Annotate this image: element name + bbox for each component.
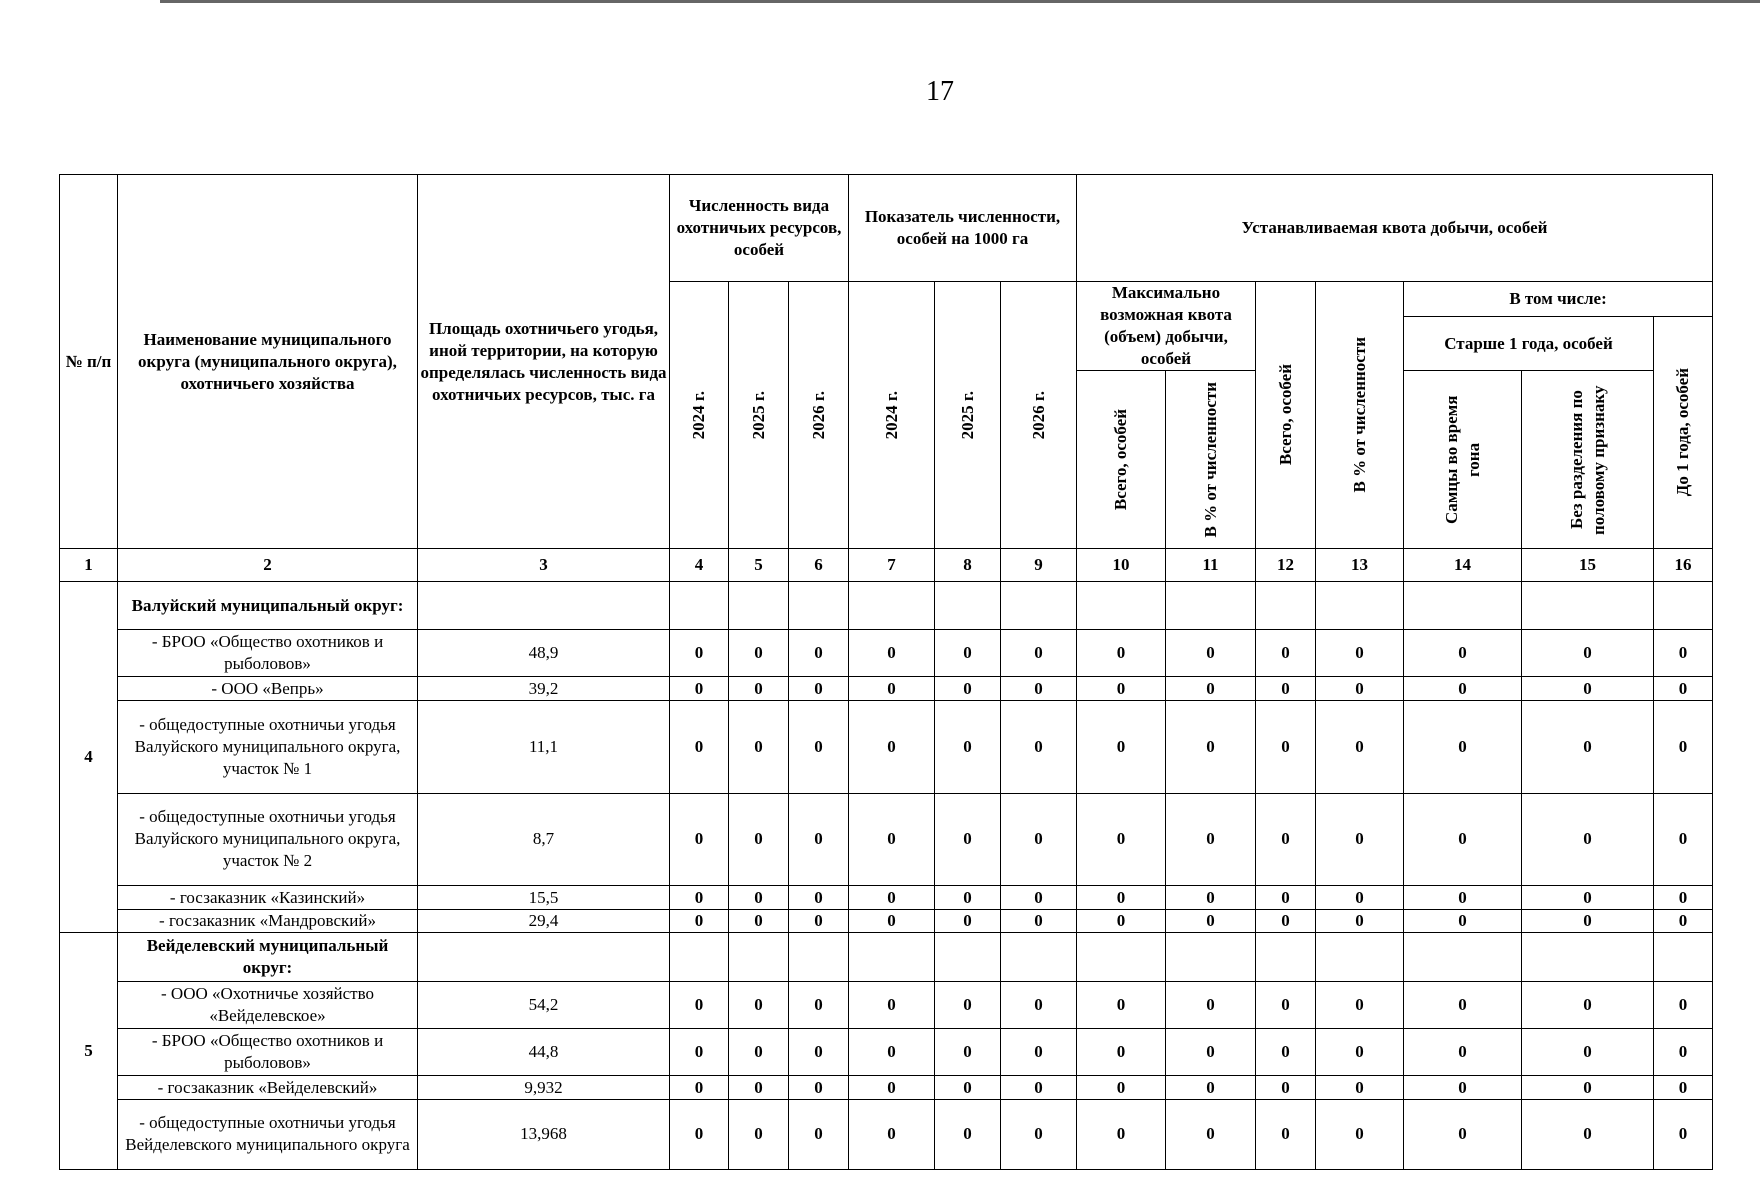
value-cell: 0 — [1316, 981, 1404, 1028]
group-title: Вейделевский муниципальный округ: — [118, 933, 418, 981]
value-cell: 0 — [1001, 630, 1077, 677]
header-quota-pct: В % от численности — [1316, 282, 1404, 549]
value-cell: 0 — [670, 1099, 729, 1169]
value-cell: 0 — [1166, 701, 1256, 794]
value-cell: 0 — [1077, 981, 1166, 1028]
value-cell: 0 — [1256, 1029, 1316, 1076]
table-row — [60, 701, 1713, 794]
row-area: 11,1 — [418, 701, 670, 794]
value-cell: 0 — [1522, 677, 1654, 701]
value-cell: 0 — [849, 793, 935, 886]
value-cell: 0 — [1001, 1099, 1077, 1169]
value-cell: 0 — [1166, 886, 1256, 910]
value-cell: 0 — [729, 701, 789, 794]
value-cell: 0 — [1316, 1029, 1404, 1076]
value-cell: 0 — [729, 1029, 789, 1076]
header-density-2026: 2026 г. — [1001, 282, 1077, 549]
row-area: 54,2 — [418, 981, 670, 1028]
header-density-2025: 2025 г. — [935, 282, 1001, 549]
empty-cell — [418, 581, 670, 629]
group-number: 5 — [60, 933, 118, 1170]
value-cell: 0 — [849, 981, 935, 1028]
value-cell: 0 — [935, 886, 1001, 910]
value-cell: 0 — [729, 981, 789, 1028]
value-cell: 0 — [1316, 1076, 1404, 1100]
row-area: 13,968 — [418, 1099, 670, 1169]
row-name: - госзаказник «Мандровский» — [118, 909, 418, 933]
value-cell: 0 — [1077, 909, 1166, 933]
value-cell: 0 — [1522, 1076, 1654, 1100]
header-males-rut: Самцы во время гона — [1404, 371, 1522, 549]
empty-cell — [1166, 933, 1256, 981]
value-cell: 0 — [1256, 981, 1316, 1028]
empty-cell — [670, 581, 729, 629]
value-cell: 0 — [670, 677, 729, 701]
table-row — [60, 1076, 1713, 1100]
value-cell: 0 — [670, 909, 729, 933]
empty-cell — [1404, 581, 1522, 629]
value-cell: 0 — [1001, 701, 1077, 794]
row-area: 39,2 — [418, 677, 670, 701]
row-name: - БРОО «Общество охотников и рыболовов» — [118, 1029, 418, 1076]
empty-cell — [789, 933, 849, 981]
value-cell: 0 — [849, 1029, 935, 1076]
value-cell: 0 — [935, 701, 1001, 794]
header-max-quota: Максимально возможная квота (объем) добычи, особей — [1077, 282, 1256, 371]
value-cell: 0 — [1654, 701, 1713, 794]
value-cell: 0 — [935, 793, 1001, 886]
value-cell: 0 — [670, 981, 729, 1028]
header-density-2024: 2024 г. — [849, 282, 935, 549]
value-cell: 0 — [1316, 793, 1404, 886]
value-cell: 0 — [1077, 1076, 1166, 1100]
top-rule — [160, 0, 1760, 3]
value-cell: 0 — [1166, 677, 1256, 701]
row-name: - госзаказник «Казинский» — [118, 886, 418, 910]
header-pop-2024: 2024 г. — [670, 282, 729, 549]
empty-cell — [1166, 581, 1256, 629]
value-cell: 0 — [1404, 1076, 1522, 1100]
row-name: - ООО «Охотничье хозяйство «Вейделевское» — [118, 981, 418, 1028]
header-quota: Устанавливаемая квота добычи, особей — [1077, 175, 1713, 282]
value-cell: 0 — [1166, 1029, 1256, 1076]
empty-cell — [1654, 933, 1713, 981]
header-under-1-year: До 1 года, особей — [1654, 317, 1713, 549]
value-cell: 0 — [1654, 1076, 1713, 1100]
value-cell: 0 — [789, 677, 849, 701]
value-cell: 0 — [1654, 886, 1713, 910]
value-cell: 0 — [1256, 793, 1316, 886]
row-area: 8,7 — [418, 793, 670, 886]
row-area: 9,932 — [418, 1076, 670, 1100]
value-cell: 0 — [1316, 909, 1404, 933]
value-cell: 0 — [1001, 886, 1077, 910]
value-cell: 0 — [729, 1099, 789, 1169]
value-cell: 0 — [670, 1029, 729, 1076]
value-cell: 0 — [1654, 630, 1713, 677]
value-cell: 0 — [1522, 1029, 1654, 1076]
empty-cell — [670, 933, 729, 981]
header-density: Показатель численности, особей на 1000 га — [849, 175, 1077, 282]
empty-cell — [1654, 581, 1713, 629]
value-cell: 0 — [1404, 630, 1522, 677]
value-cell: 0 — [1316, 677, 1404, 701]
value-cell: 0 — [935, 1029, 1001, 1076]
row-name: - общедоступные охотничьи угодья Валуйского муниципального округа, участок № 2 — [118, 793, 418, 886]
header-num: № п/п — [60, 175, 118, 549]
value-cell: 0 — [1077, 886, 1166, 910]
table-row — [60, 886, 1713, 910]
table-body — [60, 549, 1713, 1170]
row-name: - ООО «Вепрь» — [118, 677, 418, 701]
value-cell: 0 — [1316, 630, 1404, 677]
empty-cell — [789, 581, 849, 629]
value-cell: 0 — [1166, 909, 1256, 933]
header-older: Старше 1 года, особей — [1404, 317, 1654, 371]
value-cell: 0 — [670, 701, 729, 794]
header-quota-total: Всего, особей — [1256, 282, 1316, 549]
value-cell: 0 — [1166, 1099, 1256, 1169]
row-name: - госзаказник «Вейделевский» — [118, 1076, 418, 1100]
value-cell: 0 — [729, 1076, 789, 1100]
value-cell: 0 — [789, 701, 849, 794]
value-cell: 0 — [729, 909, 789, 933]
value-cell: 0 — [1077, 1029, 1166, 1076]
value-cell: 0 — [1404, 909, 1522, 933]
value-cell: 0 — [1001, 793, 1077, 886]
value-cell: 0 — [1654, 981, 1713, 1028]
value-cell: 0 — [1077, 701, 1166, 794]
value-cell: 0 — [849, 1099, 935, 1169]
value-cell: 0 — [1522, 1099, 1654, 1169]
value-cell: 0 — [1001, 1076, 1077, 1100]
empty-cell — [1077, 581, 1166, 629]
header-area: Площадь охотничьего угодья, иной территории, на которую определялась численность вида охотничьих ресурсов, тыс. га — [418, 175, 670, 549]
empty-cell — [1077, 933, 1166, 981]
value-cell: 0 — [1001, 909, 1077, 933]
empty-cell — [1001, 581, 1077, 629]
row-area: 15,5 — [418, 886, 670, 910]
value-cell: 0 — [1166, 1076, 1256, 1100]
row-area: 48,9 — [418, 630, 670, 677]
value-cell: 0 — [935, 1099, 1001, 1169]
value-cell: 0 — [1522, 886, 1654, 910]
empty-cell — [849, 581, 935, 629]
value-cell: 0 — [1654, 1099, 1713, 1169]
row-area: 44,8 — [418, 1029, 670, 1076]
quota-table — [59, 174, 1713, 1170]
empty-cell — [1256, 933, 1316, 981]
value-cell: 0 — [1256, 677, 1316, 701]
empty-cell — [729, 933, 789, 981]
value-cell: 0 — [1077, 1099, 1166, 1169]
value-cell: 0 — [1256, 701, 1316, 794]
value-cell: 0 — [1077, 793, 1166, 886]
value-cell: 0 — [789, 1029, 849, 1076]
value-cell: 0 — [670, 793, 729, 886]
value-cell: 0 — [1654, 793, 1713, 886]
value-cell: 0 — [1256, 886, 1316, 910]
row-area: 29,4 — [418, 909, 670, 933]
table-row — [60, 1029, 1713, 1076]
header-pop-2026: 2026 г. — [789, 282, 849, 549]
empty-cell — [1522, 581, 1654, 629]
header-population: Численность вида охотничьих ресурсов, особей — [670, 175, 849, 282]
empty-cell — [1256, 581, 1316, 629]
value-cell: 0 — [1522, 793, 1654, 886]
value-cell: 0 — [1654, 677, 1713, 701]
value-cell: 0 — [1166, 981, 1256, 1028]
value-cell: 0 — [849, 701, 935, 794]
value-cell: 0 — [935, 1076, 1001, 1100]
value-cell: 0 — [1166, 630, 1256, 677]
table-row — [60, 677, 1713, 701]
table-row — [60, 981, 1713, 1028]
value-cell: 0 — [1654, 909, 1713, 933]
empty-cell — [418, 933, 670, 981]
empty-cell — [849, 933, 935, 981]
value-cell: 0 — [729, 793, 789, 886]
group-number: 4 — [60, 581, 118, 933]
value-cell: 0 — [849, 677, 935, 701]
group-title: Валуйский муниципальный округ: — [118, 581, 418, 629]
header-pop-2025: 2025 г. — [729, 282, 789, 549]
row-name: - общедоступные охотничьи угодья Вейделевского муниципального округа — [118, 1099, 418, 1169]
value-cell: 0 — [670, 1076, 729, 1100]
value-cell: 0 — [729, 677, 789, 701]
value-cell: 0 — [789, 1099, 849, 1169]
value-cell: 0 — [1077, 630, 1166, 677]
value-cell: 0 — [1256, 630, 1316, 677]
value-cell: 0 — [849, 909, 935, 933]
value-cell: 0 — [789, 630, 849, 677]
table-row — [60, 630, 1713, 677]
value-cell: 0 — [1404, 793, 1522, 886]
value-cell: 0 — [935, 981, 1001, 1028]
value-cell: 0 — [1316, 886, 1404, 910]
value-cell: 0 — [849, 630, 935, 677]
value-cell: 0 — [1077, 677, 1166, 701]
value-cell: 0 — [1522, 701, 1654, 794]
empty-cell — [1522, 933, 1654, 981]
group-title-row — [60, 581, 1713, 629]
value-cell: 0 — [1001, 1029, 1077, 1076]
value-cell: 0 — [849, 1076, 935, 1100]
value-cell: 0 — [789, 886, 849, 910]
value-cell: 0 — [1654, 1029, 1713, 1076]
page-number: 17 — [926, 76, 954, 107]
value-cell: 0 — [1404, 677, 1522, 701]
table-row — [60, 1099, 1713, 1169]
value-cell: 0 — [1256, 1076, 1316, 1100]
row-name: - БРОО «Общество охотников и рыболовов» — [118, 630, 418, 677]
group-title-row — [60, 933, 1713, 981]
empty-cell — [1316, 933, 1404, 981]
value-cell: 0 — [1522, 909, 1654, 933]
row-name: - общедоступные охотничьи угодья Валуйского муниципального округа, участок № 1 — [118, 701, 418, 794]
value-cell: 0 — [1404, 981, 1522, 1028]
column-number-row: 1 2 3 4 5 6 7 8 9 10 11 12 13 14 15 16 — [60, 549, 1713, 582]
empty-cell — [1316, 581, 1404, 629]
value-cell: 0 — [1316, 1099, 1404, 1169]
value-cell: 0 — [789, 1076, 849, 1100]
header-no-sex-division: Без разделения по половому признаку — [1522, 371, 1654, 549]
empty-cell — [935, 581, 1001, 629]
value-cell: 0 — [935, 677, 1001, 701]
value-cell: 0 — [1316, 701, 1404, 794]
value-cell: 0 — [1404, 701, 1522, 794]
value-cell: 0 — [1404, 1029, 1522, 1076]
value-cell: 0 — [1522, 630, 1654, 677]
value-cell: 0 — [1256, 909, 1316, 933]
header-including: В том числе: — [1404, 282, 1713, 317]
empty-cell — [729, 581, 789, 629]
header-max-pct: В % от численности — [1166, 371, 1256, 549]
value-cell: 0 — [1404, 886, 1522, 910]
empty-cell — [935, 933, 1001, 981]
header-max-total: Всего, особей — [1077, 371, 1166, 549]
value-cell: 0 — [1404, 1099, 1522, 1169]
empty-cell — [1001, 933, 1077, 981]
value-cell: 0 — [935, 630, 1001, 677]
header-name: Наименование муниципального округа (муниципального округа), охотничьего хозяйства — [118, 175, 418, 549]
value-cell: 0 — [789, 793, 849, 886]
value-cell: 0 — [729, 886, 789, 910]
value-cell: 0 — [789, 981, 849, 1028]
value-cell: 0 — [670, 886, 729, 910]
value-cell: 0 — [1256, 1099, 1316, 1169]
table-row — [60, 909, 1713, 933]
table-row — [60, 793, 1713, 886]
value-cell: 0 — [1001, 981, 1077, 1028]
value-cell: 0 — [789, 909, 849, 933]
value-cell: 0 — [729, 630, 789, 677]
empty-cell — [1404, 933, 1522, 981]
value-cell: 0 — [849, 886, 935, 910]
value-cell: 0 — [670, 630, 729, 677]
value-cell: 0 — [935, 909, 1001, 933]
value-cell: 0 — [1001, 677, 1077, 701]
value-cell: 0 — [1166, 793, 1256, 886]
value-cell: 0 — [1522, 981, 1654, 1028]
